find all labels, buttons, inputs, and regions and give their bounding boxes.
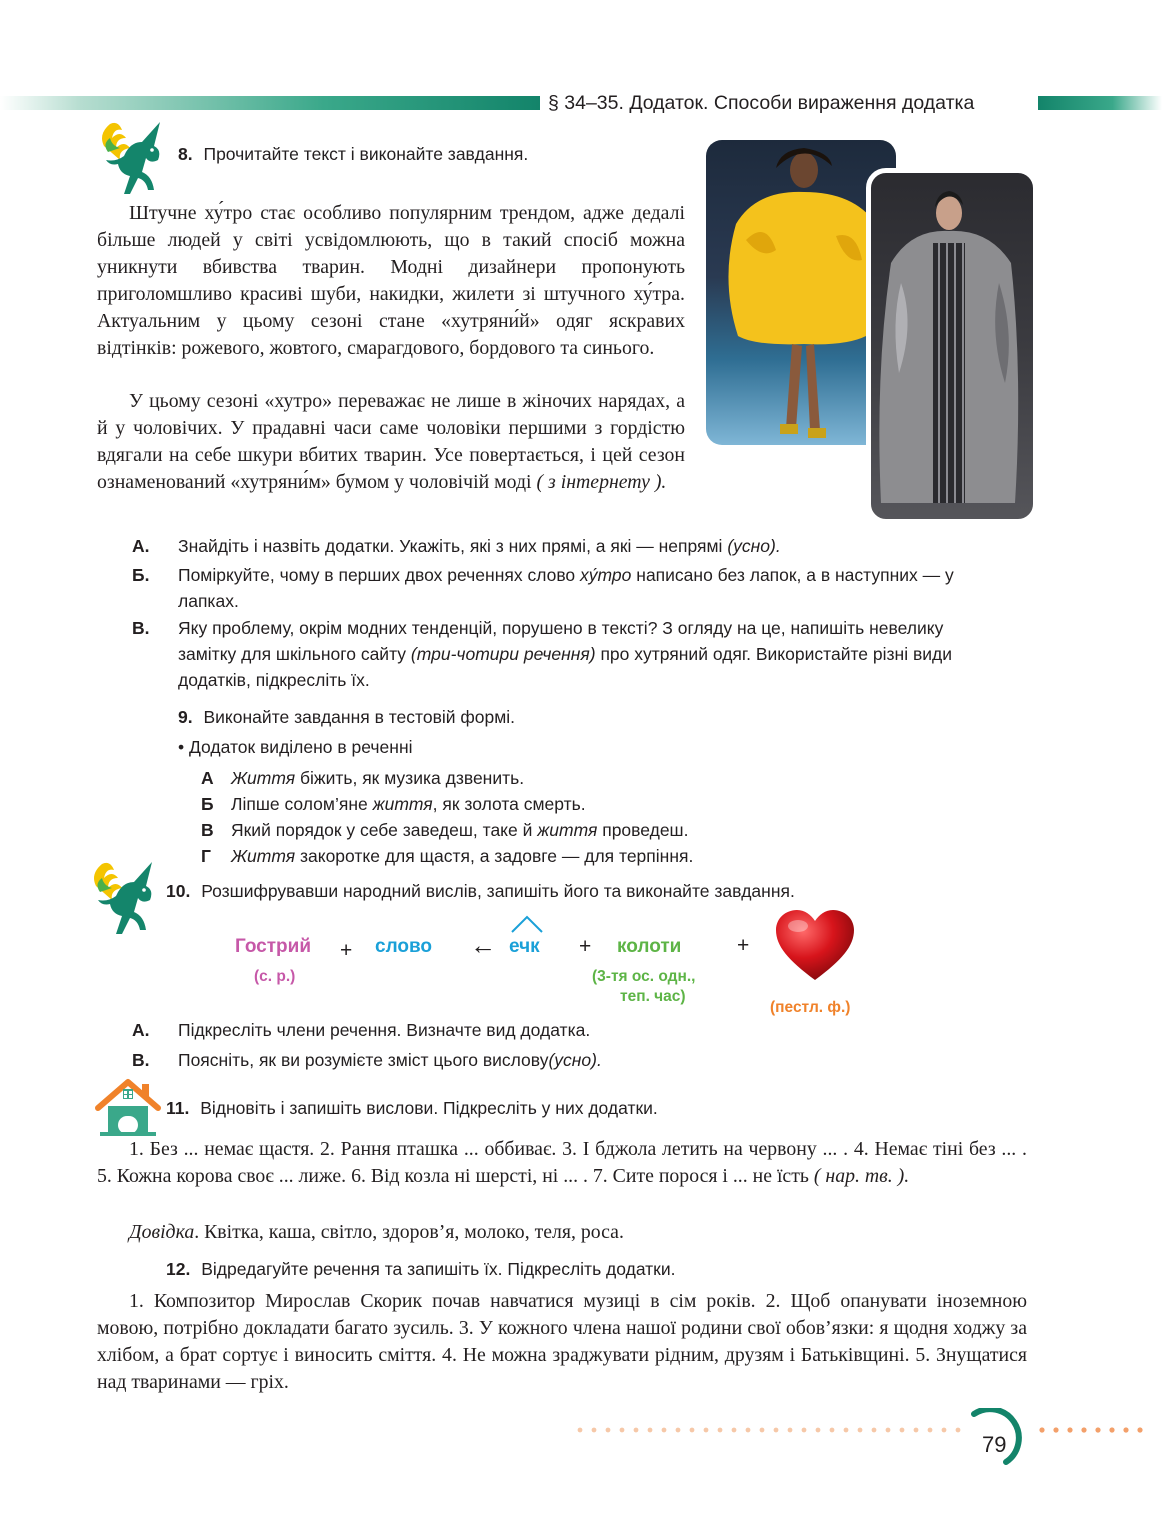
task12-instruction: Відредагуйте речення та запишіть їх. Підкресліть додатки. <box>201 1259 676 1279</box>
puzzle-plus-3: + <box>737 934 750 957</box>
task8-item-b-word: ху́тро <box>580 565 632 585</box>
task10-item-a <box>132 1017 590 1043</box>
section-title: § 34–35. Додаток. Способи вираження додатка <box>548 92 975 114</box>
task9-option-b-letter: Б <box>201 794 214 814</box>
task8-item-a-text: Знайдіть і назвіть додатки. Укажіть, які з них прямі, а які — непрямі <box>178 536 723 556</box>
task9-option-a-italic: Життя <box>231 768 296 788</box>
task11-text <box>97 1136 1027 1190</box>
task8-paragraph-2-source: ( з інтернету ). <box>536 471 667 493</box>
task8-item-v-note: (три-чотири речення) <box>410 644 596 664</box>
task9-option-v-italic: життя <box>537 820 598 840</box>
task10-item-v-label: В. <box>132 1050 150 1070</box>
puzzle-note-person: (3-тя ос. одн., <box>592 968 696 985</box>
task8-item-a-note: (усно). <box>727 536 781 556</box>
task8-paragraph-2-text: У цьому сезоні «хутро» переважає не лише в жіночих нарядах, а й у чоловічих. У прадавні часи саме чоловіки першими з гордістю вдягали на себе шкури вбитих тварин. Усе повертається, і цей сезон ознаменований «хутряни́м» бумом у чоловічій моді <box>97 390 685 493</box>
task9-option-g-italic: Життя <box>231 846 296 866</box>
puzzle-caret-icon <box>510 914 544 934</box>
puzzle-note-gender: (с. р.) <box>254 968 296 985</box>
task8-item-b-text-before: Поміркуйте, чому в перших двох реченнях слово <box>178 565 576 585</box>
task8-item-a-label: А. <box>132 536 150 556</box>
puzzle-word-koloty: колоти <box>617 936 682 957</box>
house-icon <box>94 1076 162 1138</box>
task11-hint-words: . Квітка, каша, світло, здоров’я, молоко, теля, роса. <box>194 1221 624 1243</box>
task11-heading <box>166 1095 658 1121</box>
task11-hint <box>97 1219 1027 1246</box>
task9-option-b-italic: життя <box>372 794 433 814</box>
task8-number: 8. <box>178 144 193 164</box>
header-bar-left <box>0 96 540 110</box>
footer-decoration <box>560 1408 1162 1468</box>
task8-heading <box>178 141 528 167</box>
task12-heading <box>166 1256 675 1282</box>
puzzle-note-tense: теп. час) <box>620 988 686 1005</box>
task9-heading <box>178 704 515 730</box>
task9-option-b <box>201 791 586 817</box>
puzzle-plus-1: + <box>340 939 353 962</box>
task9-option-v-letter: В <box>201 820 214 840</box>
task8-item-v-text-before: Яку проблему, окрім модних тенденцій, порушено в тексті? З огляду на це, напишіть невелику замітку для шкільного сайту <box>178 618 944 664</box>
task11-instruction: Відновіть і запишіть вислови. Підкресліть у них додатки. <box>200 1098 658 1118</box>
task11-sentences: 1. Без ... немає щастя. 2. Рання пташка ... оббиває. 3. І бджола летить на червону ... . 4. Немає тіні без ... . 5. Кожна корова своє ... лиже. 6. Від козла ні шерсті, ні ... . 7. Сите порося і ... не їсть <box>97 1138 1027 1187</box>
task10-item-v-text: Поясніть, як ви розумієте зміст цього вислову <box>178 1050 549 1070</box>
task10-item-v <box>132 1047 602 1073</box>
task9-option-b-before: Ліпше солом’яне <box>231 794 373 814</box>
task9-option-a-letter: А <box>201 768 214 788</box>
task9-option-g-letter: Г <box>201 846 211 866</box>
puzzle-word-slovo: слово <box>375 936 433 957</box>
task9-option-v <box>201 817 688 843</box>
photo-grey-fur-illustration <box>871 173 1033 519</box>
task8-item-v-text-after: про хутряний одяг. Використайте різні види додатків, підкресліть їх. <box>178 644 953 690</box>
task8-paragraph-1: Штучне ху́тро стає особливо популярним трендом, адже дедалі більше людей у світі усвідомлюють, що в такий спосіб можна уникнути вбивства тварин. Модні дизайнери пропонують приголомшливо красиві шуби, накидки, жилети зі штучного ху́тра. Актуальним у цьому сезоні стане «хутряни́й» одяг яскравих відтінків: рожевого, жовтого, смарагдового, бордового та синього. <box>97 202 685 359</box>
puzzle-word-gostryi: Гострий <box>235 936 312 957</box>
task11-hint-label: Довідка <box>129 1221 195 1243</box>
puzzle-plus-2: + <box>579 935 592 958</box>
task8-item-b <box>132 562 978 614</box>
task8-item-b-label: Б. <box>132 565 150 585</box>
task10-item-a-text: Підкресліть члени речення. Визначте вид додатка. <box>178 1020 591 1040</box>
task10-instruction: Розшифрувавши народний вислів, запишіть його та виконайте завдання. <box>201 881 795 901</box>
task9-option-v-before: Який порядок у себе заведеш, таке й <box>231 820 538 840</box>
task9-option-a <box>201 765 524 791</box>
task12-text: 1. Композитор Мирослав Скорик почав навчатися музиці в сім років. 2. Щоб опанувати іноземною мовою, потрібно докладати багато зусиль. 3. У кожного члена нашої родини свої обов’язки: я щодня ходжу за хлібом, а брат сортує і виносить сміття. 4. Не можна зраджувати рідним, друзям і Батьківщині. 5. Знущатися над тваринами — гріх. <box>97 1290 1027 1393</box>
task10-item-v-note: (усно). <box>548 1050 602 1070</box>
task9-instruction: Виконайте завдання в тестовій формі. <box>203 707 516 727</box>
unicorn-icon <box>88 856 170 942</box>
heart-icon <box>774 910 856 982</box>
task9-option-a-after: біжить, як музика дзвенить. <box>295 768 525 788</box>
task8-instruction: Прочитайте текст і виконайте завдання. <box>203 144 529 164</box>
puzzle-arrow: ← <box>470 930 496 960</box>
task10-number: 10. <box>166 881 191 901</box>
puzzle-word-suffix: ечк <box>509 936 540 957</box>
task8-item-v <box>132 615 978 693</box>
task8-paragraph-2 <box>97 388 685 496</box>
header-bar-right <box>1038 96 1162 110</box>
task9-number: 9. <box>178 707 193 727</box>
task12-number: 12. <box>166 1259 191 1279</box>
unicorn-icon <box>96 116 178 202</box>
task10-item-a-label: А. <box>132 1020 150 1040</box>
puzzle-note-diminutive: (пестл. ф.) <box>770 999 851 1016</box>
task10-heading <box>166 878 795 904</box>
task9-option-v-after: проведеш. <box>597 820 689 840</box>
task9-option-g-after: закоротке для щастя, а задовге — для терпіння. <box>295 846 694 866</box>
task8-item-a <box>132 533 952 559</box>
task9-option-g <box>201 843 693 869</box>
page-number: 79 <box>982 1432 1007 1457</box>
task8-item-v-label: В. <box>132 618 150 638</box>
task8-item-b-text-after: написано без лапок, а в наступних — у лапках. <box>178 565 954 611</box>
task9-option-b-after: , як золота смерть. <box>432 794 586 814</box>
task9-question: • Додаток виділено в реченні <box>178 737 413 757</box>
photo-grey-fur-coat <box>866 168 1038 524</box>
task11-source: ( нар. тв. ). <box>813 1165 910 1187</box>
task11-number: 11. <box>166 1098 190 1118</box>
